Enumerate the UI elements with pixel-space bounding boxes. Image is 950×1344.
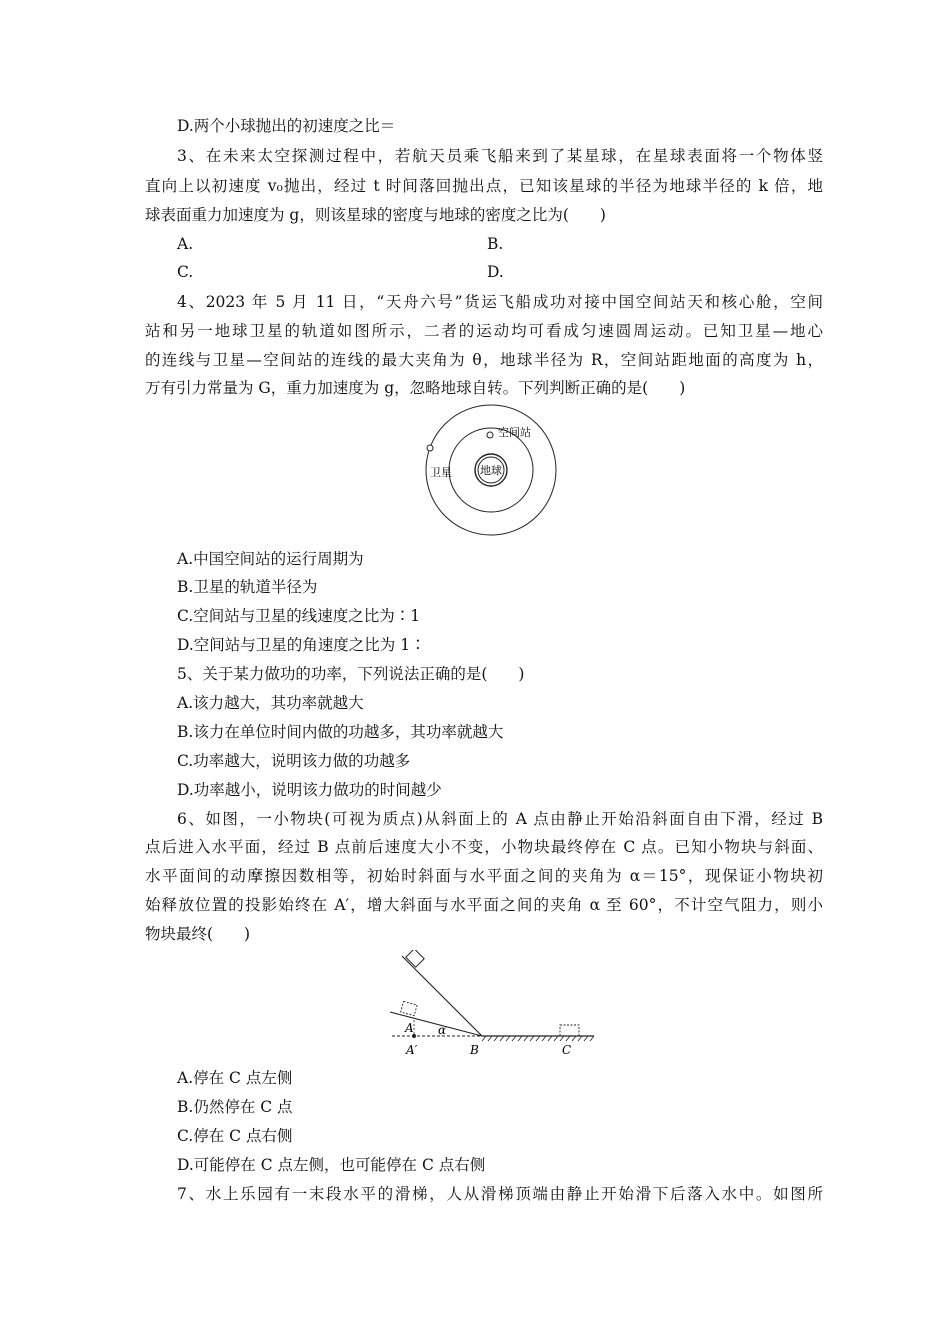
q5-stem: 5、关于某力做功的功率，下列说法正确的是( ) (177, 665, 525, 683)
label-B: B (470, 1043, 479, 1057)
q6-option-a: A.停在 C 点左侧 (177, 1069, 293, 1087)
q5-option-b: B.该力在单位时间内做的功越多，其功率就越大 (177, 723, 504, 741)
q5-option-a: A.该力越大，其功率就越大 (177, 694, 364, 712)
q6-option-d: D.可能停在 C 点左侧，也可能停在 C 点右侧 (177, 1156, 486, 1174)
q4-stem-line4: 万有引力常量为 G，重力加速度为 g，忽略地球自转。下列判断正确的是( ) (145, 379, 686, 397)
block-dashed-A (401, 1001, 417, 1015)
q7-stem-line1: 7、水上乐园有一末段水平的滑梯，人从滑梯顶端由静止开始滑下后落入水中。如图所 (177, 1185, 823, 1203)
station-marker (487, 432, 493, 438)
q6-option-b: B.仍然停在 C 点 (177, 1098, 293, 1116)
block-dashed-C (560, 1025, 579, 1036)
q4-stem-line3: 的连线与卫星—空间站的连线的最大夹角为 θ，地球半径为 R，空间站距地面的高度为 h， (145, 351, 823, 369)
satellite-label: 卫星 (430, 466, 452, 479)
q4-option-a: A.中国空间站的运行周期为 (177, 550, 364, 568)
label-alpha: α (438, 1023, 447, 1037)
q3-stem-line2: 直向上以初速度 v₀抛出，经过 t 时间落回抛出点，已知该星球的半径为地球半径的 k 倍，地 (145, 177, 823, 195)
q6-stem-line4: 始释放位置的投影始终在 A′，增大斜面与水平面之间的夹角 α 至 60°，不计空气阻力，则小 (145, 896, 823, 914)
q4-option-c: C.空间站与卫星的线速度之比为∶1 (177, 607, 421, 625)
q5-option-d: D.功率越小，说明该力做功的时间越少 (177, 781, 442, 799)
q3-option-d: D. (487, 263, 504, 281)
q3-option-c: C. (177, 263, 194, 281)
q3-option-a: A. (177, 235, 194, 253)
block-top (406, 950, 424, 967)
satellite-marker (427, 445, 433, 451)
q6-stem-line3: 水平面间的动摩擦因数相等，初始时斜面与水平面之间的夹角为 α＝15°，现保证小物块初 (145, 867, 823, 885)
earth-label: 地球 (480, 464, 502, 477)
label-C: C (562, 1043, 572, 1057)
q2-option-d: D.两个小球抛出的初速度之比＝ (177, 117, 396, 135)
q4-option-d: D.空间站与卫星的角速度之比为 1∶ (177, 636, 426, 654)
q6-incline-figure (388, 950, 600, 1060)
q3-option-b: B. (487, 235, 504, 253)
q4-orbit-figure (420, 404, 570, 540)
station-label: 空间站 (498, 426, 531, 439)
q6-stem-line5: 物块最终( ) (145, 925, 251, 943)
q4-stem-line2: 站和另一地球卫星的轨道如图所示，二者的运动均可看成匀速圆周运动。已知卫星—地心 (145, 322, 823, 340)
ground-hatching (482, 1036, 594, 1041)
q6-stem-line2: 点后进入水平面，经过 B 点前后速度大小不变，小物块最终停在 C 点。已知小物块与斜面、 (145, 838, 823, 856)
q3-stem-line3: 球表面重力加速度为 g，则该星球的密度与地球的密度之比为( ) (145, 206, 606, 224)
label-A-prime: A′ (406, 1043, 418, 1057)
q6-stem-line1: 6、如图，一小物块(可视为质点)从斜面上的 A 点由静止开始沿斜面自由下滑，经过 B (177, 810, 823, 828)
shallow-incline (390, 1012, 482, 1036)
q3-stem-line1: 3、在未来太空探测过程中，若航天员乘飞船来到了某星球，在星球表面将一个物体竖 (177, 147, 823, 165)
q4-stem-line1: 4、2023 年 5 月 11 日，“天舟六号”货运飞船成功对接中国空间站天和核心舱，空间 (177, 293, 823, 311)
q5-option-c: C.功率越大，说明该力做的功越多 (177, 752, 411, 770)
q4-option-b: B.卫星的轨道半径为 (177, 578, 318, 596)
q6-option-c: C.停在 C 点右侧 (177, 1127, 293, 1145)
label-A: A (405, 1021, 414, 1035)
